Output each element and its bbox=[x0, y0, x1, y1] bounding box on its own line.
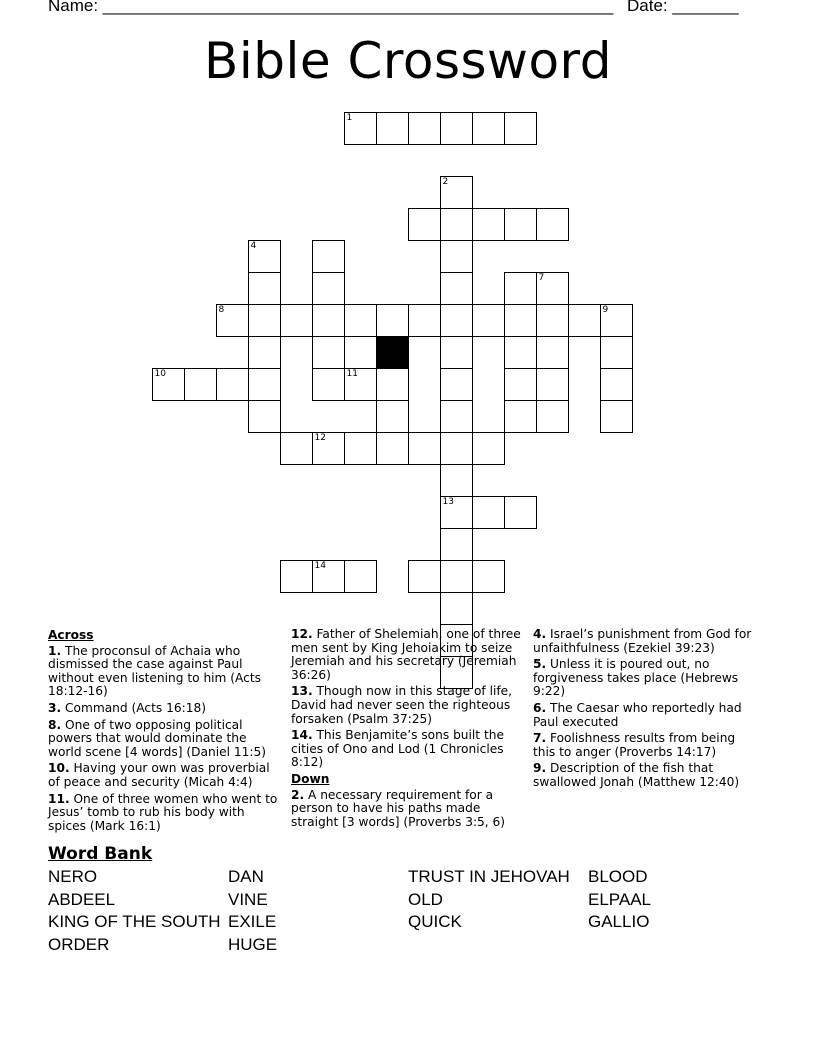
grid-cell[interactable] bbox=[600, 304, 633, 337]
clue-number: 12 bbox=[314, 433, 326, 443]
grid-cell[interactable] bbox=[504, 304, 537, 337]
clue-across-3: 3. Command (Acts 16:18) bbox=[48, 700, 206, 715]
grid-cell[interactable] bbox=[248, 304, 281, 337]
grid-cell[interactable] bbox=[504, 208, 537, 241]
grid-cell[interactable] bbox=[312, 336, 345, 369]
word-bank-column-3 bbox=[408, 866, 570, 934]
grid-cell[interactable] bbox=[344, 432, 377, 465]
grid-cell[interactable] bbox=[504, 368, 537, 401]
grid-cell[interactable] bbox=[472, 496, 505, 529]
clue-across-10: 10. Having your own was proverbial of peace and security (Micah 4:4) bbox=[48, 761, 270, 789]
clue-down-7: 7. Foolishness results from being this to anger (Proverbs 14:17) bbox=[533, 731, 736, 759]
grid-cell[interactable] bbox=[568, 304, 601, 337]
word-bank-item: OLD bbox=[408, 889, 443, 909]
grid-cell[interactable] bbox=[536, 272, 569, 305]
grid-cell[interactable] bbox=[440, 240, 473, 273]
grid-cell[interactable] bbox=[248, 240, 281, 273]
grid-cell[interactable] bbox=[312, 432, 345, 465]
across-heading: Across bbox=[48, 628, 94, 642]
grid-cell[interactable] bbox=[248, 368, 281, 401]
clues-column-1 bbox=[48, 628, 280, 836]
word-bank-item: BLOOD bbox=[588, 867, 648, 886]
grid-cell[interactable] bbox=[216, 368, 249, 401]
grid-cell[interactable] bbox=[504, 336, 537, 369]
grid-cell[interactable] bbox=[440, 272, 473, 305]
page-title: Bible Crossword bbox=[204, 32, 612, 90]
grid-cell[interactable] bbox=[536, 400, 569, 433]
clue-across-8: 8. One of two opposing political powers that would dominate the world scene [4 words] (Daniel 11:5) bbox=[48, 717, 266, 759]
grid-cell[interactable] bbox=[440, 432, 473, 465]
grid-cell[interactable] bbox=[376, 368, 409, 401]
grid-cell[interactable] bbox=[472, 112, 505, 145]
grid-cell[interactable] bbox=[152, 368, 185, 401]
grid-cell[interactable] bbox=[600, 400, 633, 433]
word-bank-item: ELPAAL bbox=[588, 889, 652, 909]
grid-cell[interactable] bbox=[376, 112, 409, 145]
grid-cell[interactable] bbox=[216, 304, 249, 337]
word-bank-item: KING OF THE SOUTH bbox=[48, 912, 221, 932]
down-heading: Down bbox=[291, 771, 330, 786]
grid-cell[interactable] bbox=[248, 336, 281, 369]
grid-cell[interactable] bbox=[536, 336, 569, 369]
grid-cell[interactable] bbox=[408, 304, 441, 337]
grid-cell[interactable] bbox=[408, 432, 441, 465]
word-bank-item: ORDER bbox=[48, 934, 110, 954]
grid-cell[interactable] bbox=[312, 560, 345, 593]
clue-down-9: 9. Description of the fish that swallowed Jonah (Matthew 12:40) bbox=[533, 761, 740, 789]
clue-number: 8 bbox=[218, 305, 225, 315]
grid-cell[interactable] bbox=[408, 208, 441, 241]
grid-cell[interactable] bbox=[440, 304, 473, 337]
grid-cell[interactable] bbox=[504, 400, 537, 433]
word-bank-column-1 bbox=[48, 866, 221, 956]
grid-cell[interactable] bbox=[440, 592, 473, 625]
word-bank-item: DAN bbox=[228, 867, 264, 886]
word-bank-item: ABDEEL bbox=[48, 889, 116, 909]
word-bank-column-2 bbox=[228, 866, 277, 956]
clues-column-2 bbox=[291, 628, 527, 832]
clue-number: 13 bbox=[442, 497, 454, 507]
word-bank-item: QUICK bbox=[408, 912, 462, 932]
grid-cell[interactable] bbox=[248, 400, 281, 433]
grid-cell[interactable] bbox=[504, 112, 537, 145]
clue-across-1: 1. The proconsul of Achaia who dismissed the case against Paul without even listening to him (Acts 18:12-16) bbox=[48, 643, 262, 699]
clue-across-12: 12. Father of Shelemiah, one of three men sent by King Jehoiakim to seize Jeremiah and his secretary (Jeremiah 36:26) bbox=[291, 627, 521, 682]
grid-cell[interactable] bbox=[280, 304, 313, 337]
grid-cell[interactable] bbox=[536, 304, 569, 337]
grid-cell[interactable] bbox=[280, 432, 313, 465]
grid-cell[interactable] bbox=[440, 208, 473, 241]
grid-cell[interactable] bbox=[312, 272, 345, 305]
grid-cell[interactable] bbox=[280, 560, 313, 593]
clue-across-14: 14. This Benjamite’s sons built the cities of Ono and Lod (1 Chronicles 8:12) bbox=[291, 728, 504, 770]
grid-cell[interactable] bbox=[536, 368, 569, 401]
grid-cell[interactable] bbox=[408, 112, 441, 145]
grid-cell[interactable] bbox=[376, 432, 409, 465]
date-field[interactable]: Date: _______ bbox=[627, 0, 739, 15]
grid-cell[interactable] bbox=[472, 560, 505, 593]
clue-down-6: 6. The Caesar who reportedly had Paul executed bbox=[533, 700, 742, 729]
grid-cell[interactable] bbox=[312, 368, 345, 401]
name-field[interactable]: Name: ______________________________________________________ bbox=[48, 0, 614, 15]
word-bank-item: GALLIO bbox=[588, 912, 650, 932]
grid-cell[interactable] bbox=[344, 304, 377, 337]
grid-cell[interactable] bbox=[440, 400, 473, 433]
grid-cell[interactable] bbox=[536, 208, 569, 241]
word-bank-title: Word Bank bbox=[48, 844, 153, 864]
grid-cell[interactable] bbox=[600, 368, 633, 401]
grid-cell[interactable] bbox=[440, 176, 473, 209]
grid-cell[interactable] bbox=[376, 304, 409, 337]
grid-cell[interactable] bbox=[440, 336, 473, 369]
grid-cell[interactable] bbox=[472, 304, 505, 337]
word-bank-item: VINE bbox=[228, 889, 268, 909]
clue-number: 10 bbox=[154, 369, 166, 379]
clue-number: 11 bbox=[346, 369, 358, 379]
grid-cell[interactable] bbox=[312, 304, 345, 337]
grid-cell[interactable] bbox=[184, 368, 217, 401]
clue-number: 1 bbox=[346, 113, 353, 123]
word-bank-item: HUGE bbox=[228, 934, 278, 954]
clue-number: 7 bbox=[538, 273, 545, 283]
grid-cell[interactable] bbox=[472, 208, 505, 241]
word-bank-item: TRUST IN JEHOVAH bbox=[408, 867, 570, 886]
grid-cell[interactable] bbox=[248, 272, 281, 305]
clue-number: 9 bbox=[602, 305, 609, 315]
clue-number: 14 bbox=[314, 561, 326, 571]
grid-cell[interactable] bbox=[440, 464, 473, 497]
clue-number: 4 bbox=[250, 241, 257, 251]
grid-cell[interactable] bbox=[504, 496, 537, 529]
grid-cell[interactable] bbox=[440, 368, 473, 401]
clue-down-4: 4. Israel’s punishment from God for unfaithfulness (Ezekiel 39:23) bbox=[533, 627, 752, 655]
grid-cell[interactable] bbox=[344, 112, 377, 145]
clue-number: 2 bbox=[442, 177, 449, 187]
grid-cell[interactable] bbox=[504, 272, 537, 305]
grid-cell[interactable] bbox=[440, 528, 473, 561]
word-bank-item: EXILE bbox=[228, 912, 277, 932]
clue-down-2: 2. A necessary requirement for a person to have his paths made straight [3 words] (Proverbs 3:5, 6) bbox=[291, 787, 506, 829]
grid-cell[interactable] bbox=[344, 560, 377, 593]
clues-column-3 bbox=[533, 628, 755, 793]
grid-cell[interactable] bbox=[376, 400, 409, 433]
grid-cell[interactable] bbox=[344, 368, 377, 401]
grid-cell[interactable] bbox=[440, 496, 473, 529]
word-bank-column-4 bbox=[588, 866, 651, 934]
grid-cell[interactable] bbox=[440, 560, 473, 593]
grid-cell[interactable] bbox=[600, 336, 633, 369]
grid-cell[interactable] bbox=[408, 560, 441, 593]
grid-cell[interactable] bbox=[312, 240, 345, 273]
grid-cell[interactable] bbox=[472, 432, 505, 465]
clue-across-13: 13. Though now in this stage of life, David had never seen the righteous forsaken (Psalm 37:25) bbox=[291, 684, 513, 726]
clue-across-11: 11. One of three women who went to Jesus’ tomb to rub his body with spices (Mark 16:1) bbox=[48, 791, 278, 833]
clue-down-5: 5. Unless it is poured out, no forgiveness takes place (Hebrews 9:22) bbox=[533, 657, 739, 699]
word-bank-item: NERO bbox=[48, 867, 98, 886]
grid-block bbox=[376, 336, 409, 369]
grid-cell[interactable] bbox=[440, 112, 473, 145]
